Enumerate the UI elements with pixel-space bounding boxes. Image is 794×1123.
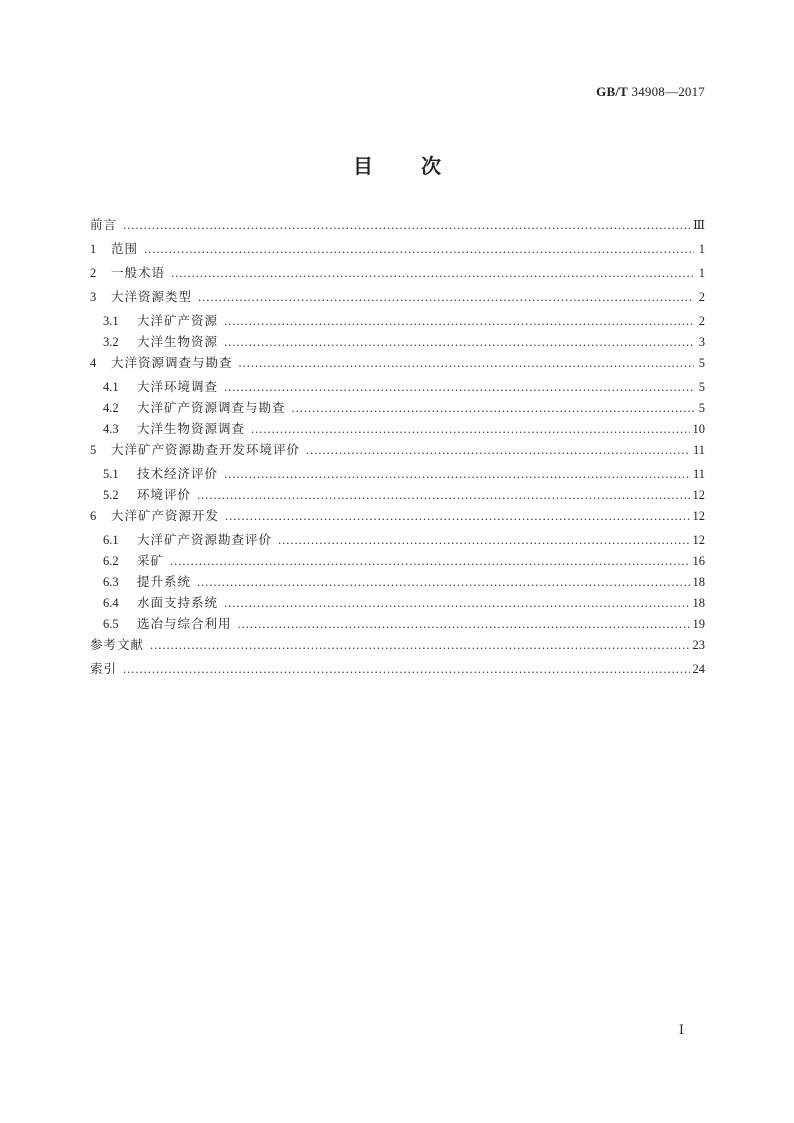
- dot-leader: [224, 467, 690, 482]
- toc-entry-number: 6.2: [103, 554, 119, 568]
- toc-entry[interactable]: [90, 440, 705, 464]
- dot-leader: [198, 290, 694, 305]
- toc-entry-number: 6: [90, 509, 97, 523]
- toc-entry-number: 3: [90, 290, 97, 304]
- toc-entry[interactable]: [90, 377, 705, 398]
- toc-entry-page: 5: [698, 380, 705, 394]
- toc-entry-number: 4.3: [103, 422, 119, 436]
- dot-leader: [278, 533, 689, 548]
- dot-leader: [292, 401, 694, 416]
- toc-entry[interactable]: [90, 593, 705, 614]
- toc-entry-label: 大洋生物资源: [137, 334, 219, 349]
- toc-entry[interactable]: [90, 659, 705, 683]
- toc-entry-label: 选冶与综合利用: [137, 616, 232, 631]
- dot-leader: [224, 314, 694, 329]
- dot-leader: [224, 335, 694, 350]
- toc-entry-page: 3: [698, 335, 705, 349]
- table-of-contents: [90, 215, 705, 683]
- standard-code: 34908—2017: [631, 84, 705, 99]
- toc-entry-label: 大洋矿产资源勘查开发环境评价: [111, 442, 301, 457]
- dot-leader: [306, 443, 690, 458]
- toc-entry-label: 大洋矿产资源开发: [111, 508, 220, 523]
- toc-entry-number: 6.4: [103, 596, 119, 610]
- toc-entry[interactable]: [90, 311, 705, 332]
- dot-leader: [170, 554, 689, 569]
- toc-entry[interactable]: [90, 614, 705, 635]
- toc-entry-page: 1: [698, 242, 705, 256]
- toc-entry-label: 范围: [111, 241, 139, 256]
- toc-entry-page: 19: [692, 617, 705, 631]
- toc-entry[interactable]: [90, 215, 705, 239]
- toc-entry-label: 参考文献: [90, 637, 145, 652]
- toc-entry-page: 18: [692, 596, 705, 610]
- toc-entry-page: 2: [698, 314, 705, 328]
- toc-entry-number: 4: [90, 356, 97, 370]
- toc-entry-number: 5.2: [103, 488, 119, 502]
- toc-entry-page: 5: [698, 356, 705, 370]
- toc-title: 目次: [353, 154, 489, 178]
- standard-number: [596, 84, 705, 100]
- dot-leader: [123, 218, 690, 233]
- toc-entry-label: 环境评价: [137, 487, 192, 502]
- toc-entry-label: 采矿: [137, 553, 165, 568]
- toc-entry[interactable]: [90, 239, 705, 263]
- toc-entry-page: 24: [692, 662, 705, 676]
- toc-entry-label: 大洋资源类型: [111, 289, 193, 304]
- toc-entry-page: 2: [698, 290, 705, 304]
- toc-entry-label: 索引: [90, 661, 118, 676]
- toc-entry[interactable]: [90, 572, 705, 593]
- dot-leader: [251, 422, 689, 437]
- toc-entry-label: 技术经济评价: [137, 466, 219, 481]
- toc-entry-page: 5: [698, 401, 705, 415]
- dot-leader: [239, 356, 694, 371]
- toc-entry[interactable]: [90, 398, 705, 419]
- toc-entry[interactable]: [90, 506, 705, 530]
- toc-entry-label: 大洋矿产资源: [137, 313, 219, 328]
- toc-entry-page: Ⅲ: [692, 218, 705, 232]
- toc-entry-page: 12: [692, 509, 705, 523]
- dot-leader: [171, 266, 694, 281]
- toc-entry-label: 提升系统: [137, 574, 192, 589]
- page-number: Ⅰ: [678, 1022, 684, 1037]
- toc-entry[interactable]: [90, 419, 705, 440]
- toc-entry-number: 5: [90, 443, 97, 457]
- toc-entry-number: 6.3: [103, 575, 119, 589]
- toc-entry-page: 1: [698, 266, 705, 280]
- toc-entry-label: 大洋环境调查: [137, 379, 219, 394]
- toc-entry-page: 11: [692, 467, 705, 481]
- toc-entry-page: 11: [692, 443, 705, 457]
- toc-entry-number: 1: [90, 242, 97, 256]
- dot-leader: [197, 488, 689, 503]
- toc-entry-page: 12: [692, 533, 705, 547]
- toc-entry-label: 前言: [90, 217, 118, 232]
- dot-leader: [150, 638, 689, 653]
- toc-entry-page: 18: [692, 575, 705, 589]
- toc-entry-number: 4.1: [103, 380, 119, 394]
- toc-entry[interactable]: [90, 635, 705, 659]
- toc-entry[interactable]: [90, 464, 705, 485]
- dot-leader: [224, 380, 694, 395]
- dot-leader: [144, 242, 694, 257]
- toc-entry[interactable]: [90, 263, 705, 287]
- toc-entry-label: 大洋资源调查与勘查: [111, 355, 233, 370]
- toc-entry-number: 2: [90, 266, 97, 280]
- toc-entry[interactable]: [90, 353, 705, 377]
- dot-leader: [238, 617, 690, 632]
- toc-entry-page: 12: [692, 488, 705, 502]
- toc-entry-label: 大洋矿产资源勘查评价: [137, 532, 273, 547]
- dot-leader: [197, 575, 689, 590]
- toc-entry-number: 3.2: [103, 335, 119, 349]
- toc-entry-page: 23: [692, 638, 705, 652]
- toc-entry[interactable]: [90, 551, 705, 572]
- toc-entry-number: 5.1: [103, 467, 119, 481]
- toc-entry[interactable]: [90, 332, 705, 353]
- toc-entry[interactable]: [90, 485, 705, 506]
- toc-entry-page: 10: [692, 422, 705, 436]
- toc-entry-number: 6.1: [103, 533, 119, 547]
- standard-prefix: GB/T: [596, 84, 629, 99]
- toc-entry[interactable]: [90, 287, 705, 311]
- toc-entry-label: 一般术语: [111, 265, 166, 280]
- toc-entry-number: 6.5: [103, 617, 119, 631]
- dot-leader: [224, 596, 689, 611]
- toc-entry[interactable]: [90, 530, 705, 551]
- toc-entry-label: 大洋矿产资源调查与勘查: [137, 400, 286, 415]
- toc-entry-label: 水面支持系统: [137, 595, 219, 610]
- dot-leader: [123, 662, 689, 677]
- toc-entry-label: 大洋生物资源调查: [137, 421, 246, 436]
- dot-leader: [225, 509, 689, 524]
- toc-entry-number: 4.2: [103, 401, 119, 415]
- toc-entry-page: 16: [692, 554, 705, 568]
- toc-entry-number: 3.1: [103, 314, 119, 328]
